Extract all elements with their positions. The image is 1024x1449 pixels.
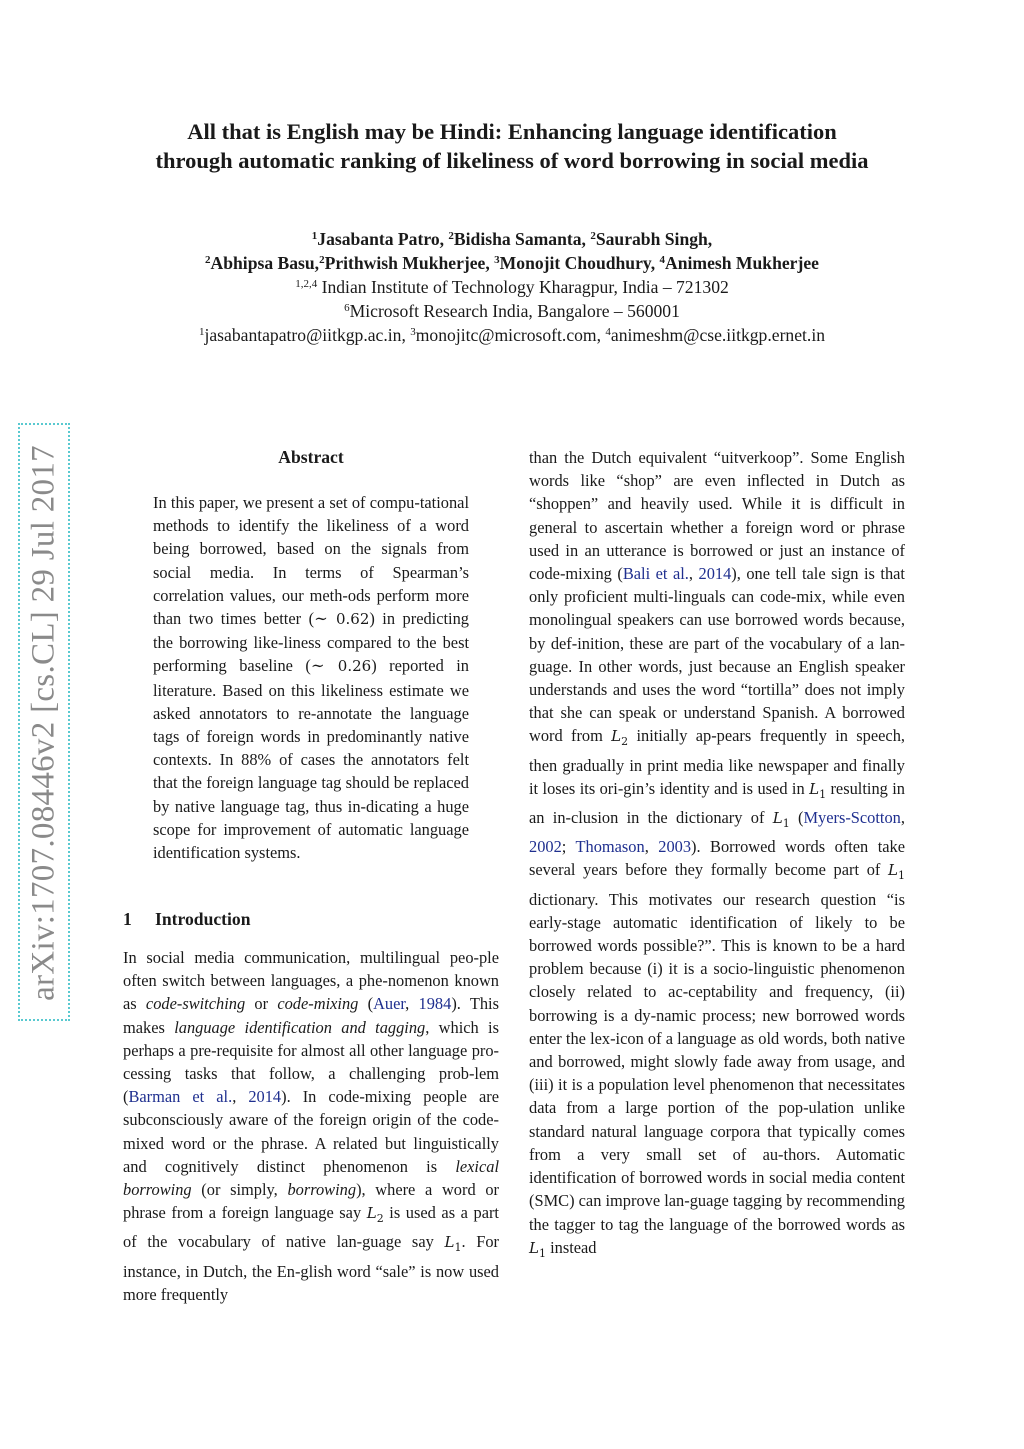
- author-name: Prithwish Mukherjee,: [324, 253, 495, 273]
- citation-link[interactable]: 2014: [698, 564, 732, 584]
- author-block: [60, 227, 964, 347]
- section-number: 1: [123, 909, 132, 929]
- abstract-body: In this paper, we present a set of compu-tational methods to identify the likeliness of a word being borrowed, based on the signals from social media. In terms of Spearman’s correlation values, our meth-ods perform more than two times better (∼ 0.62) in predicting the borrowing like-liness compared to the best performing baseline (∼ 0.26) reported in literature. Based on this likeliness estimate we asked annotators to re-annotate the language tags of foreign words in predominantly native contexts. In 88% of cases the annotators felt that the foreign language tag should be replaced by native language tag, thus in-dicating a huge scope for improvement of automatic language identification systems.: [153, 493, 470, 863]
- citation-link[interactable]: Auer: [373, 994, 406, 1014]
- citation-link[interactable]: Barman et al.: [128, 1087, 233, 1107]
- citation-link[interactable]: 2002: [529, 837, 562, 857]
- email: animeshm@cse.iitkgp.ernet.in: [610, 325, 826, 345]
- citation-link[interactable]: Myers-Scotton: [803, 808, 901, 828]
- citation-link[interactable]: Bali et al.: [622, 564, 689, 584]
- affiliation-2: $^6$Microsoft Research India, Bangalore – 560001: [344, 301, 680, 321]
- author-name: Saurabh Singh,: [595, 229, 713, 249]
- title-line-2: through automatic ranking of likeliness of word borrowing in social media: [155, 148, 869, 173]
- author-name: Bidisha Samanta,: [453, 229, 591, 249]
- citation-link[interactable]: Thomason: [575, 837, 645, 857]
- citation-link[interactable]: 1984: [418, 994, 452, 1014]
- affiliation-1: $^{1,2,4}$ Indian Institute of Technology Kharagpur, India – 721302: [295, 277, 729, 297]
- paper-title: [60, 117, 964, 175]
- citation-link[interactable]: 2014: [248, 1087, 282, 1107]
- arxiv-stamp-text: arXiv:1707.08446v2 [cs.CL] 29 Jul 2017: [25, 445, 62, 1001]
- title-line-1: All that is English may be Hindi: Enhancing language identification: [187, 119, 837, 144]
- author-line-2: $^2$Abhipsa Basu,$^2$Prithwish Mukherjee, $^3$Monojit Choudhury, $^4$Animesh Mukherjee: [205, 253, 819, 273]
- abstract-heading: Abstract: [278, 447, 344, 467]
- author-name: Animesh Mukherjee: [665, 253, 819, 273]
- intro-left-column: In social media communication, multilingual peo-ple often switch between languages, a phe-nomenon known as code-switching or code-mixing (Auer, 1984). This makes language identification and tagging, which is perhaps a pre-requisite for almost all other language pro-cessing tasks that follow, a challenging prob-lem (Barman et al., 2014). In code-mixing people are subconsciously aware of the foreign origin of the code-mixed word or the phrase. A related but linguistically and cognitively distinct phenomenon is lexical borrowing (or simply, borrowing), where a word or phrase from a foreign language say $L_2$ is used as a part of the vocabulary of native lan-guage say $L_1$. For instance, in Dutch, the En-glish word “sale” is now used more frequently: [123, 948, 500, 1304]
- email-line: $^1$jasabantapatro@iitkgp.ac.in, $^3$monojitc@microsoft.com, $^4$animeshm@cse.iitkgp.ernet.in: [198, 325, 826, 345]
- author-line-1: $^1$Jasabanta Patro, $^2$Bidisha Samanta, $^2$Saurabh Singh,: [311, 229, 713, 249]
- author-name: Jasabanta Patro,: [317, 229, 449, 249]
- section-title: Introduction: [155, 909, 251, 929]
- section-heading: [123, 908, 251, 931]
- citation-link[interactable]: 2003: [658, 837, 692, 857]
- email: monojitc@microsoft.com,: [415, 325, 606, 345]
- intro-right-column: than the Dutch equivalent “uitverkoop”. Some English words like “shop” are even inflected in Dutch as “shoppen” and heavily used. While it is difficult in general to ascertain whether a foreign word or phrase used in an utterance is borrowed or just an instance of code-mixing (Bali et al., 2014), one tell tale sign is that only proficient multi-linguals can code-mix, while even monolingual speakers can use borrowed words because, by def-inition, these are part of the vocabulary of a lan-guage. In other words, just because an English speaker understands and uses the word “tortilla” does not imply that she can speak or understand Spanish. A borrowed word from $L_2$ initially ap-pears frequently in speech, then gradually in print media like newspaper and finally it loses its ori-gin’s identity and is used in $L_1$ resulting in an in-clusion in the dictionary of $L_1$ (Myers-Scotton, 2002; Thomason, 2003). Borrowed words often take several years before they formally become part of $L_1$ dictionary. This motivates our research question “is early-stage automatic identification of likely to be borrowed words possible?”. This is known to be a hard problem because (i) it is a socio-linguistic phenomenon closely related to ac-ceptability and frequency, (ii) borrowing is a dy-namic process; new borrowed words enter the lex-icon of a language as old words, both native and borrowed, might slowly fade away from usage, and (iii) it is a population level phenomenon that necessitates data from a large portion of the pop-ulation unlike standard natural language corpora that typically comes from a very small set of au-thors. Automatic identification of borrowed words in social media content (SMC) can improve lan-guage tagging by recommending the tagger to tag the language of the borrowed words as $L_1$ instead: [529, 448, 905, 1260]
- author-name: Monojit Choudhury,: [499, 253, 660, 273]
- author-name: Abhipsa Basu,: [210, 253, 320, 273]
- email: jasabantapatro@iitkgp.ac.in,: [204, 325, 411, 345]
